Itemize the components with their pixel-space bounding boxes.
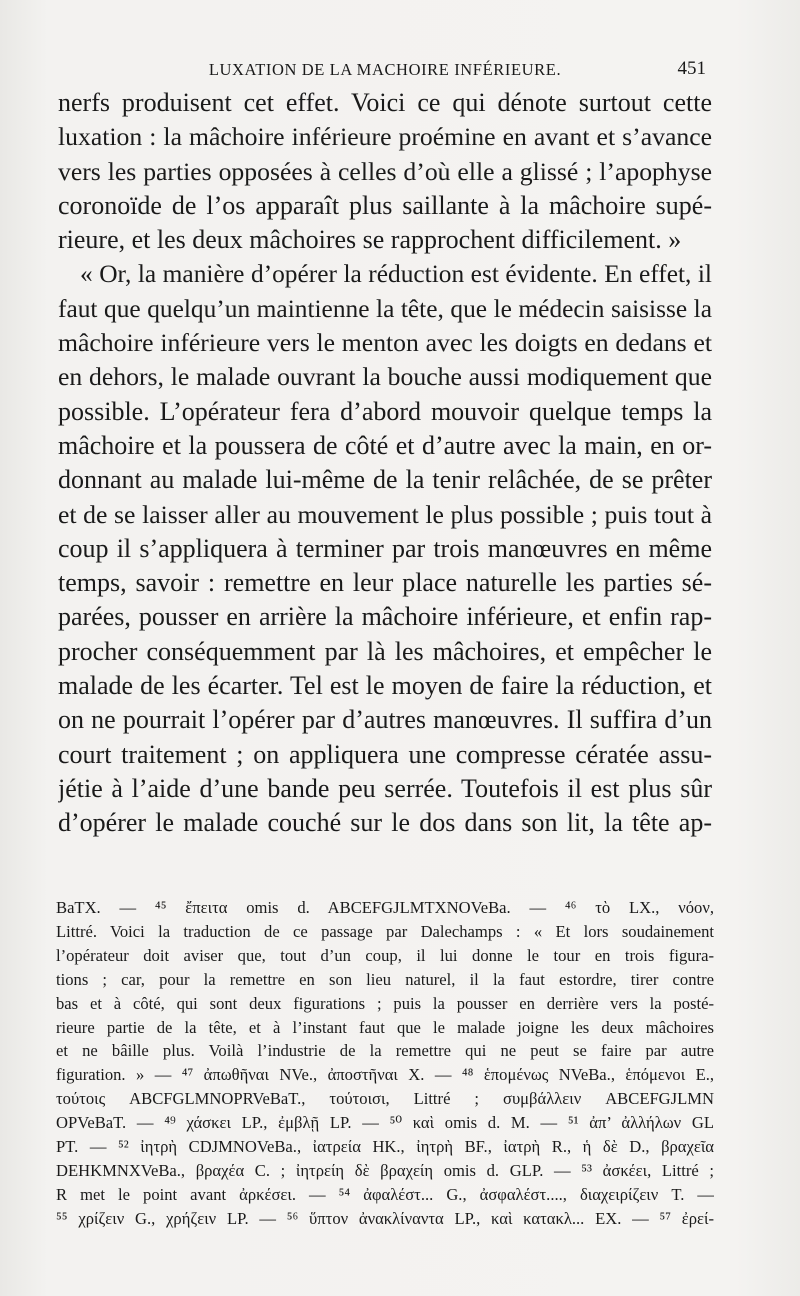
text-line: mâchoire et la poussera de côté et d’autre avec la main, en or- [58, 430, 712, 460]
text-line: procher conséquemment par là les mâchoires, et empêcher le [58, 636, 712, 666]
footnote-line: ⁵⁵ χρίζειν G., χρήζειν LP. — ⁵⁶ ὕπτον ἀνακλίναντα LP., καὶ κατακλ... EX. — ⁵⁷ ἐρεί- [56, 1208, 714, 1228]
footnote-line: DEHKMNXVeBa., βραχέα C. ; ἰητρείη δὲ βραχείη omis d. GLP. — ⁵³ ἀσκέει, Littré ; [56, 1160, 714, 1180]
footnotes [56, 896, 714, 1231]
footnote-line: OPVeBaT. — ⁴⁹ χάσκει LP., ἐμβλῇ LP. — ⁵⁰ καὶ omis d. M. — ⁵¹ ἀπ’ ἀλλήλων GL [56, 1113, 714, 1133]
text-line: faut que quelqu’un maintienne la tête, que le médecin saisisse la [58, 294, 712, 323]
page-number: 451 [677, 58, 706, 79]
text-line: rieure, et les deux mâchoires se rapprochent difficilement. » [58, 225, 682, 255]
text-line: d’opérer le malade couché sur le dos dans son lit, la tête ap- [58, 808, 712, 838]
footnote-line: BaTX. — ⁴⁵ ἔπειτα omis d. ABCEFGJLMTXNOVeBa. — ⁴⁶ τὸ LX., νόον, [56, 898, 714, 917]
text-line: jétie à l’aide d’une bande peu serrée. Toutefois il est plus sûr [58, 773, 712, 803]
running-title: LUXATION DE LA MACHOIRE INFÉRIEURE. [208, 60, 562, 79]
text-line: malade de les écarter. Tel est le moyen de faire la réduction, et [58, 671, 712, 701]
text-line: vers les parties opposées à celles d’où elle a glissé ; l’apophyse [58, 156, 712, 186]
footnote-line: R met le point avant ἀρκέσει. — ⁵⁴ ἀφαλέστ... G., ἀσφαλέστ...., διαχειρίζειν T. — [56, 1184, 714, 1204]
text-line: coup il s’appliquera à terminer par trois manœuvres en même [58, 533, 712, 563]
text-line: mâchoire inférieure vers le menton avec les doigts en dedans et [58, 328, 712, 358]
text-line: parées, pousser en arrière la mâchoire inférieure, et enfin rap- [58, 602, 712, 632]
text-line: nerfs produisent cet effet. Voici ce qui dénote surtout cette [58, 88, 712, 117]
text-line: donnant au malade lui-même de la tenir relâchée, de se prêter [58, 465, 712, 495]
text-line: et de se laisser aller au mouvement le plus possible ; puis tout à [58, 499, 712, 529]
text-line: « Or, la manière d’opérer la réduction est évidente. En effet, il [80, 260, 712, 289]
footnote-line: l’opérateur doit aviser que, tout d’un coup, il lui donne le tour en trois figura- [56, 945, 714, 965]
text-line: en dehors, le malade ouvrant la bouche aussi modiquement que [58, 362, 712, 392]
text-line: luxation : la mâchoire inférieure proémine en avant et s’avance [58, 122, 712, 152]
footnote-line: PT. — ⁵² ἰητρὴ CDJMNOVeBa., ἰατρεία HK., ἰητρὴ BF., ἰατρὴ R., ἡ δὲ D., βραχεῖα [56, 1137, 714, 1157]
footnote-line: Littré. Voici la traduction de ce passage par Dalechamps : « Et lors soudainement [56, 921, 714, 941]
footnote-line: et ne bâille plus. Voilà l’industrie de la remettre qui ne peut se faire par autre [56, 1041, 714, 1061]
text-line: possible. L’opérateur fera d’abord mouvoir quelque temps la [58, 396, 712, 426]
text-line: on ne pourrait l’opérer par d’autres manœuvres. Il suffira d’un [58, 705, 712, 735]
main-text [58, 86, 712, 841]
text-line: temps, savoir : remettre en leur place naturelle les parties sé- [58, 568, 712, 598]
footnote-line: τούτοις ABCFGLMNOPRVeBaT., τούτοισι, Littré ; συμβάλλειν ABCEFGJLMN [56, 1089, 714, 1109]
text-line: coronoïde de l’os apparaît plus saillante à la mâchoire supé- [58, 190, 712, 220]
footnote-line: rieure partie de la tête, et à l’instant faut que le malade joigne les deux mâchoires [56, 1017, 714, 1037]
running-head [60, 58, 710, 82]
footnote-line: bas et à côté, qui sont deux figurations ; puis la pousser en derrière vers la posté- [56, 993, 714, 1013]
text-line: court traitement ; on appliquera une compresse cératée assu- [58, 739, 712, 769]
footnote-line: tions ; car, pour la remettre en son lieu naturel, il la faut estordre, tirer contre [56, 969, 714, 989]
footnote-line: figuration. » — ⁴⁷ ἀπωθῆναι NVe., ἀποστῆναι X. — ⁴⁸ ἑπομένως NVeBa., ἑπόμενοι E., [56, 1065, 714, 1085]
